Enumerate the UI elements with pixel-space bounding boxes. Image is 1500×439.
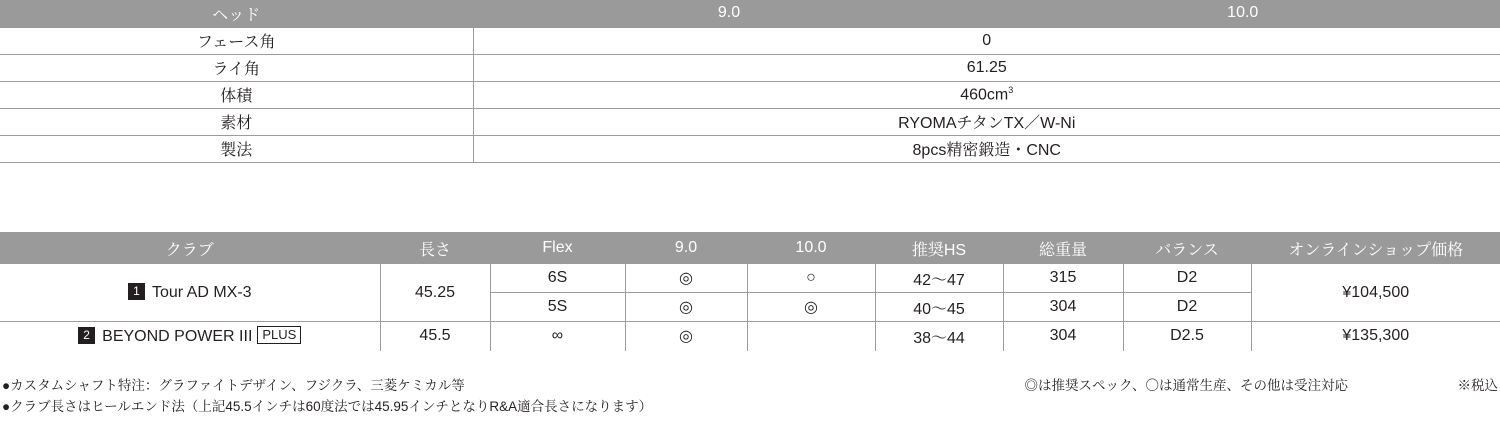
club-flex: 5S [490,293,625,322]
footnote-tax-note: ※税込 [1457,378,1498,393]
table-row [0,322,1500,351]
club-flex: ∞ [490,322,625,351]
club-name-label: BEYOND POWER III [102,328,253,346]
club-length: 45.5 [380,322,490,351]
club-balance: D2 [1123,293,1251,322]
club-name-cell [0,322,380,351]
club-balance: D2 [1123,264,1251,293]
spec-row-label: ヘッド [0,0,473,27]
club-loft10-mark [747,322,875,351]
col-header-loft-10: 10.0 [747,233,875,264]
spec-row-label: ライ角 [0,54,473,81]
table-row [0,108,1500,135]
club-loft9-mark: ◎ [625,322,747,351]
table-row [0,54,1500,81]
club-recommended-hs: 40〜45 [875,293,1003,322]
spec-row-label: 体積 [0,81,473,108]
col-header-recommended-hs: 推奨HS [875,233,1003,264]
club-total-weight: 315 [1003,264,1123,293]
spec-header-row [0,0,1500,27]
spec-row-value: 61.25 [473,54,1500,81]
col-header-loft-9: 9.0 [625,233,747,264]
club-index-badge: 1 [128,283,145,300]
club-loft9-mark: ◎ [625,293,747,322]
club-balance: D2.5 [1123,322,1251,351]
footnote-custom-shaft: ●カスタムシャフト特注：グラファイトデザイン、フジクラ、三菱ケミカル等 [2,378,465,393]
spec-row-label: 素材 [0,108,473,135]
club-index-badge: 2 [78,327,95,344]
club-loft10-mark: ○ [747,264,875,293]
club-flex: 6S [490,264,625,293]
spec-head-loft-10: 10.0 [985,0,1500,27]
club-name-label: Tour AD MX-3 [151,284,252,301]
club-loft9-mark: ◎ [625,264,747,293]
club-recommended-hs: 42〜47 [875,264,1003,293]
club-total-weight: 304 [1003,293,1123,322]
head-spec-table [0,0,1500,163]
club-total-weight: 304 [1003,322,1123,351]
club-price: ¥135,300 [1251,322,1500,351]
club-loft10-mark: ◎ [747,293,875,322]
spec-row-label: 製法 [0,135,473,162]
col-header-online-price: オンラインショップ価格 [1251,233,1500,264]
col-header-club: クラブ [0,233,380,264]
club-spec-table [0,232,1500,351]
club-length: 45.25 [380,264,490,322]
col-header-flex: Flex [490,233,625,264]
table-row [0,27,1500,54]
club-name-plus-tag: PLUS [257,326,301,344]
club-price: ¥104,500 [1251,264,1500,322]
footnote-club-length: ●クラブ長さはヒールエンド法（上記45.5インチは60度法では45.95インチとなりR&A適合長さになります） [2,398,653,414]
col-header-total-weight: 総重量 [1003,233,1123,264]
spec-volume-superscript: 3 [1008,84,1014,95]
footnotes [2,376,1498,418]
col-header-balance: バランス [1123,233,1251,264]
spec-volume-text: 460cm [960,86,1009,104]
table-row [0,264,1500,293]
footnote-line-2 [2,397,1498,418]
spec-head-loft-9: 9.0 [473,0,985,27]
club-header-row [0,233,1500,264]
table-row [0,81,1500,108]
spec-row-value: RYOMAチタンTX／W-Ni [473,108,1500,135]
footnote-line-1 [2,376,1498,397]
spec-row-value-volume [473,81,1500,108]
spec-row-label: フェース角 [0,27,473,54]
table-row [0,135,1500,162]
spec-row-value: 0 [473,27,1500,54]
spec-row-value: 8pcs精密鍛造・CNC [473,135,1500,162]
club-recommended-hs: 38〜44 [875,322,1003,351]
col-header-length: 長さ [380,233,490,264]
footnote-mark-legend: ◎は推奨スペック、〇は通常生産、その他は受注対応 [1024,378,1348,393]
club-name-cell [0,264,380,322]
